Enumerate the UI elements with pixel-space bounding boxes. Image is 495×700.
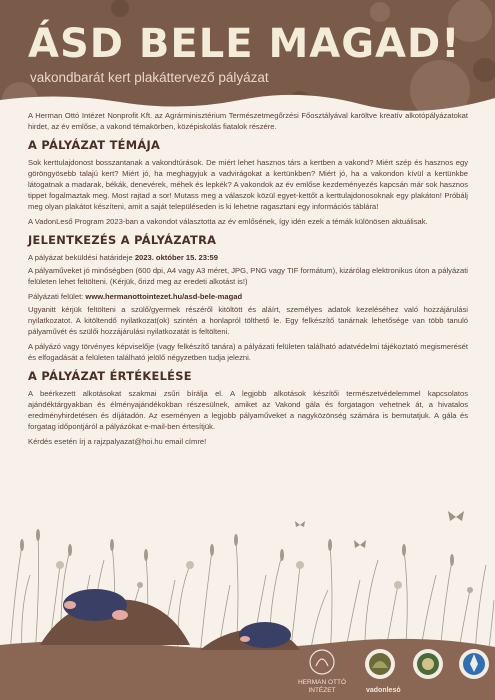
vadonleso-label: vadonlesó	[366, 687, 401, 694]
section-heading-application: JELENTKEZÉS A PÁLYÁZATRA	[28, 233, 217, 247]
url-label: Pályázati felület:	[28, 292, 86, 301]
application-paragraph-2: Ugyanitt kérjük feltölteni a szülő/gyermek részéről kitöltött és aláírt, személyes adatok kezeléséhez való hozzájárulási nyilatkozatot. A kitöltendő nyilatkozat(ok) szintén a honlapról tölthető le. Egy felkészítő tanárnak lehetősége van több tanuló pályaművét és szülői hozzájárulási nyilatkozatát is feltölteni.	[28, 305, 468, 336]
hoi-logo-line2: INTÉZET	[308, 687, 336, 694]
mole-left	[63, 589, 128, 621]
evaluation-paragraph-1: A beérkezett alkotásokat szakmai zsűri bírálja el. A legjobb alkotások készítői természetvédelemmel kapcsolatos ajándéktárgyakban és élményajándékokban részesülnek, amiket az Vakond gála és forgatagon vehetnek át, a hivatalos eredményhirdetésen és díjátadón. Az eseményen a legjobb pályaműveket a nagyközönség számára is bemutatjuk. A gála és forgatag időpontjáról a pályázókat e-mail-ben értesítjük.	[28, 389, 468, 431]
herman-otto-intezet-logo	[298, 650, 346, 694]
theme-paragraph-2: A VadonLeső Program 2023-ban a vakondot választotta az év emlősének, így idén ezek a témák különösen aktuálisak.	[28, 217, 428, 226]
logo-strip	[0, 640, 495, 700]
header-banner	[0, 0, 495, 112]
contact-paragraph: Kérdés esetén írj a rajzpalyazat@hoi.hu email címre!	[28, 437, 207, 446]
deadline-label: A pályázat beküldési határideje	[28, 253, 135, 262]
deadline-value: 2023. október 15. 23:59	[134, 253, 218, 262]
wildflowers	[56, 561, 473, 593]
application-paragraph-1: A pályaműveket jó minőségben (600 dpi, A4 vagy A3 méret, JPG, PNG vagy TIF formátum), kizárólag elektronikus úton a pályázati felületen lehet feltölteni. (Kérjük, őrizd meg az eredeti alkotást is!)	[28, 266, 468, 286]
page-title: ÁSD BELE MAGAD!	[28, 21, 461, 67]
section-heading-theme: A PÁLYÁZAT TÉMÁJA	[28, 138, 161, 152]
application-url-link[interactable]: www.hermanottointezet.hu/asd-bele-magad	[85, 292, 243, 301]
content	[28, 110, 468, 451]
url-line	[28, 291, 468, 302]
intro-paragraph: A Herman Ottó Intézet Nonprofit Kft. az Agrárminisztérium Természetmegőrzési Főosztályával karöltve kreatív alkotópályázatokat hirdet, az év emlőse, a vakond témakörben, középiskolás fiatalok részére.	[28, 111, 468, 131]
theme-paragraph-1: Sok kerttulajdonost bosszantanak a vakondtúrások. De miért lehet hasznos társ a kertben a vakond? Miért szép és hasznos egy göröngyösebb talajú kert? Miért jó, ha meghagyjuk a vadvirágokat a kertünkben? Miért jó, ha a vakondon kívül a kertünkbe látogatnak a madarak, békák, denevérek, méhek és lepkék? A vakondok az év emlőse kezdeményezés kapcsán már sok hasznos tippet fogalmaztak meg. Most rajtad a sor! Mutass meg a válaszok közül egyet-kettőt a kerttulajdonosoknak egy plakáton! Próbálj meg olyan plakátot készíteni, amit a saját településeden is ki lehetne ragasztani egy információs táblára!	[28, 158, 468, 211]
page-subtitle: vakondbarát kert plakáttervező pályázat	[30, 70, 269, 85]
application-paragraph-3: A pályázó vagy törvényes képviselője (vagy felkészítő tanára) a pályázati felületen található adatvédelmi tájékoztató megismerését és elfogadását a felületen található jelölő négyzetben tudja jelezni.	[28, 342, 468, 362]
hoi-logo-line1: HERMAN OTTÓ	[297, 679, 347, 686]
nature-conservation-logo	[459, 649, 489, 679]
butterflies	[295, 511, 464, 548]
vadonleso-logo	[365, 649, 395, 679]
section-heading-evaluation: A PÁLYÁZAT ÉRTÉKELÉSE	[28, 369, 192, 383]
deadline-line	[28, 252, 468, 263]
ministry-seal-logo	[413, 649, 443, 679]
